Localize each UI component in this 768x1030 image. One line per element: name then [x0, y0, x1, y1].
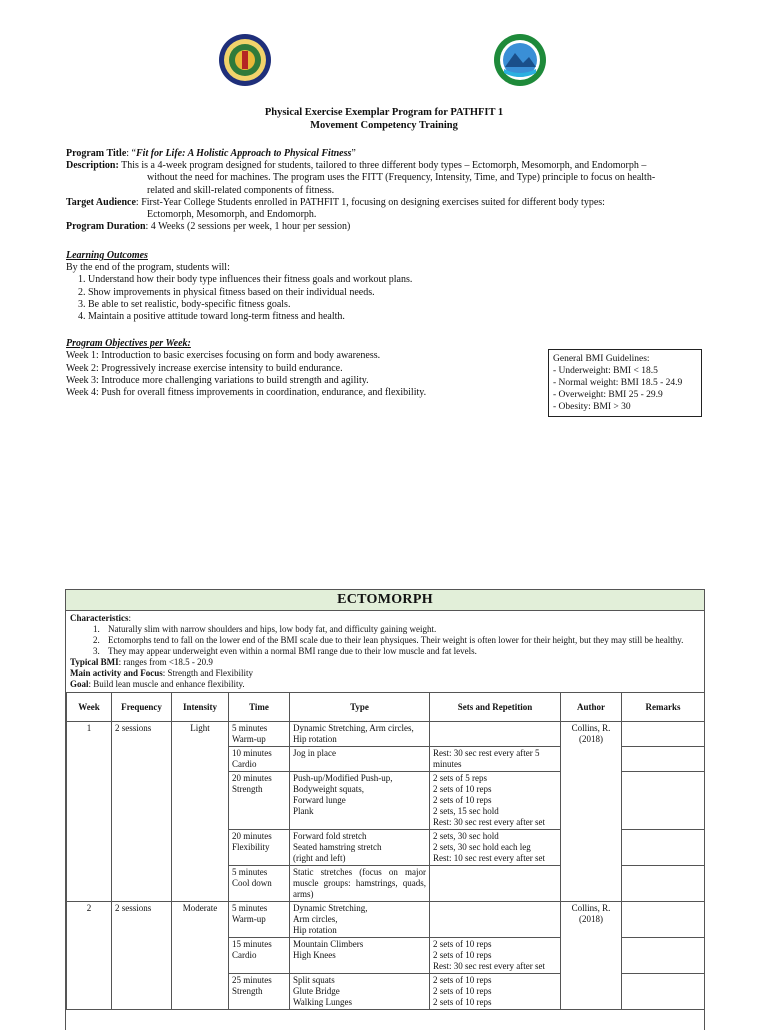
goal-value: : Build lean muscle and enhance flexibility. [88, 679, 245, 689]
typical-bmi-label: Typical BMI [70, 657, 119, 667]
sets-cell: 2 sets of 10 reps 2 sets of 10 reps Rest: 30 sec rest every after set [430, 938, 561, 974]
learning-outcomes [66, 250, 716, 323]
frequency-cell: 2 sessions [112, 722, 172, 902]
characteristics-label: Characteristics [70, 613, 129, 623]
remarks-cell [622, 830, 705, 866]
description-line-2: without the need for machines. The program uses the FITT (Frequency, Intensity, Time, and Type) principle to focus on health- [147, 172, 656, 184]
remarks-cell [622, 722, 705, 747]
remarks-cell [622, 938, 705, 974]
objectives-heading: Program Objectives per Week: [66, 338, 191, 349]
characteristics-list [70, 624, 700, 657]
time-cell: 5 minutes Cool down [229, 866, 290, 902]
remarks-cell [622, 974, 705, 1010]
time-cell: 5 minutes Warm-up [229, 722, 290, 747]
list-item: 2. Ectomorphs tend to fall on the lower end of the BMI scale due to their lean physiques. Their weight is often lower for their height, but they may still be healthy. [102, 635, 700, 646]
duration-label: Program Duration [66, 221, 146, 233]
program-info [66, 148, 716, 233]
time-cell: 20 minutes Flexibility [229, 830, 290, 866]
type-cell: Forward fold stretch Seated hamstring stretch (right and left) [290, 830, 430, 866]
learning-outcomes-intro: By the end of the program, students will: [66, 262, 230, 274]
description-line-3: related and skill-related components of fitness. [147, 184, 335, 196]
title-line-1: Physical Exercise Exemplar Program for PATHFIT 1 [264, 107, 504, 118]
list-item: - Overweight: BMI 25 - 29.9 [553, 390, 663, 400]
remarks-cell [622, 902, 705, 938]
list-item: 1. Understand how their body type influences their fitness goals and workout plans. [88, 274, 716, 286]
focus-label: Main activity and Focus [70, 668, 163, 678]
time-cell: 15 minutes Cardio [229, 938, 290, 974]
remarks-cell [622, 747, 705, 772]
table-header-row [67, 693, 705, 722]
college-seal-logo [493, 33, 547, 87]
learning-outcomes-heading: Learning Outcomes [66, 250, 148, 261]
week-cell: 2 [67, 902, 112, 1010]
program-title-row: Program Title: “Fit for Life: A Holistic Approach to Physical Fitness” [66, 148, 356, 159]
list-item: Week 2: Progressively increase exercise intensity to build endurance. [66, 362, 343, 374]
title-line-2: Movement Competency Training [310, 120, 458, 131]
bmi-guidelines-box [548, 349, 702, 417]
column-header-time: Time [229, 693, 290, 722]
list-item: Week 4: Push for overall fitness improvements in coordination, endurance, and flexibility. [66, 387, 427, 399]
audience-line-1: : First-Year College Students enrolled in PATHFIT 1, focusing on designing exercises suited for different body types: [135, 196, 605, 208]
bmi-title: General BMI Guidelines: [553, 354, 650, 364]
list-item: Week 3: Introduce more challenging variations to build strength and agility. [66, 374, 369, 386]
sets-cell: 2 sets of 10 reps 2 sets of 10 reps 2 sets of 10 reps [430, 974, 561, 1010]
description-line-1: This is a 4-week program designed for students, tailored to three different body types – Ectomorph, Mesomorph, and Endomorph – [121, 160, 647, 172]
column-header-author: Author [561, 693, 622, 722]
list-item: 3. Be able to set realistic, body-specific fitness goals. [88, 299, 716, 311]
column-header-type: Type [290, 693, 430, 722]
remarks-cell [622, 772, 705, 830]
audience-row [66, 197, 716, 209]
type-cell: Push-up/Modified Push-up, Bodyweight squats, Forward lunge Plank [290, 772, 430, 830]
ectomorph-characteristics: Characteristics: 1. Naturally slim with narrow shoulders and hips, low body fat, and difficulty gaining weight. 2. Ectomorphs tend to fall on the lower end of the BMI scale due to their lean physiques. Their weight is often lower for their height, but they may still be healthy. 3. They may appear underweight even within a normal BMI range due to their low muscle and fat levels. Typical BMI: ranges from <18.5 - 20.9 Main activity and Focus: Strength and Flexibility Goal: Build lean muscle and enhance flexibility. [66, 611, 704, 690]
list-item: Week 1: Introduction to basic exercises focusing on form and body awareness. [66, 350, 381, 362]
table-row [67, 902, 705, 938]
table-body [67, 722, 705, 1010]
type-cell: Jog in place [290, 747, 430, 772]
intensity-cell: Light [172, 722, 229, 902]
time-cell: 10 minutes Cardio [229, 747, 290, 772]
audience-label: Target Audience [66, 196, 136, 208]
type-cell: Dynamic Stretching, Arm circles, Hip rotation [290, 722, 430, 747]
duration-value: : 4 Weeks (2 sessions per week, 1 hour per session) [145, 221, 351, 233]
author-cell: Collins, R. (2018) [561, 902, 622, 1010]
table-row [67, 722, 705, 747]
typical-bmi-value: : ranges from <18.5 - 20.9 [118, 657, 213, 667]
week-cell: 1 [67, 722, 112, 902]
time-cell: 25 minutes Strength [229, 974, 290, 1010]
ectomorph-section [65, 589, 705, 1030]
exercise-plan-table [66, 692, 705, 1010]
description-row [66, 160, 716, 172]
frequency-cell: 2 sessions [112, 902, 172, 1010]
sets-cell [430, 902, 561, 938]
program-title-label: Program Title [66, 148, 127, 159]
list-item: - Obesity: BMI > 30 [553, 402, 631, 412]
list-item: - Underweight: BMI < 18.5 [553, 366, 658, 376]
sets-cell [430, 722, 561, 747]
type-cell: Split squats Glute Bridge Walking Lunges [290, 974, 430, 1010]
audience-line-2: Ectomorph, Mesomorph, and Endomorph. [147, 209, 317, 221]
sets-cell: 2 sets of 5 reps 2 sets of 10 reps 2 sets of 10 reps 2 sets, 15 sec hold Rest: 30 sec rest every after set [430, 772, 561, 830]
program-title-value: Fit for Life: A Holistic Approach to Physical Fitness [136, 148, 352, 159]
ectomorph-heading: ECTOMORPH [66, 590, 704, 611]
column-header-sets: Sets and Repetition [430, 693, 561, 722]
time-cell: 20 minutes Strength [229, 772, 290, 830]
intensity-cell: Moderate [172, 902, 229, 1010]
list-item: 1. Naturally slim with narrow shoulders and hips, low body fat, and difficulty gaining weight. [102, 624, 700, 635]
sets-cell: 2 sets, 30 sec hold 2 sets, 30 sec hold each leg Rest: 10 sec rest every after set [430, 830, 561, 866]
sets-cell: Rest: 30 sec rest every after 5 minutes [430, 747, 561, 772]
focus-value: : Strength and Flexibility [162, 668, 254, 678]
duration-row [66, 221, 716, 233]
list-item: - Normal weight: BMI 18.5 - 24.9 [553, 378, 683, 388]
column-header-intensity: Intensity [172, 693, 229, 722]
document-title [0, 106, 768, 132]
description-label: Description: [66, 160, 119, 172]
list-item: 4. Maintain a positive attitude toward long-term fitness and health. [88, 311, 716, 323]
remarks-cell [622, 866, 705, 902]
sets-cell [430, 866, 561, 902]
time-cell: 5 minutes Warm-up [229, 902, 290, 938]
list-item: 3. They may appear underweight even within a normal BMI range due to their low muscle and fat levels. [102, 646, 700, 657]
learning-outcomes-list [66, 274, 716, 323]
goal-label: Goal [70, 679, 89, 689]
university-seal-logo [218, 33, 272, 87]
type-cell: Static stretches (focus on major muscle groups: hamstrings, quads, arms) [290, 866, 430, 902]
list-item: 2. Show improvements in physical fitness based on their individual needs. [88, 287, 716, 299]
type-cell: Mountain Climbers High Knees [290, 938, 430, 974]
type-cell: Dynamic Stretching, Arm circles, Hip rotation [290, 902, 430, 938]
weekly-objectives [66, 338, 546, 399]
column-header-week: Week [67, 693, 112, 722]
column-header-remarks: Remarks [622, 693, 705, 722]
author-cell: Collins, R. (2018) [561, 722, 622, 902]
column-header-frequency: Frequency [112, 693, 172, 722]
